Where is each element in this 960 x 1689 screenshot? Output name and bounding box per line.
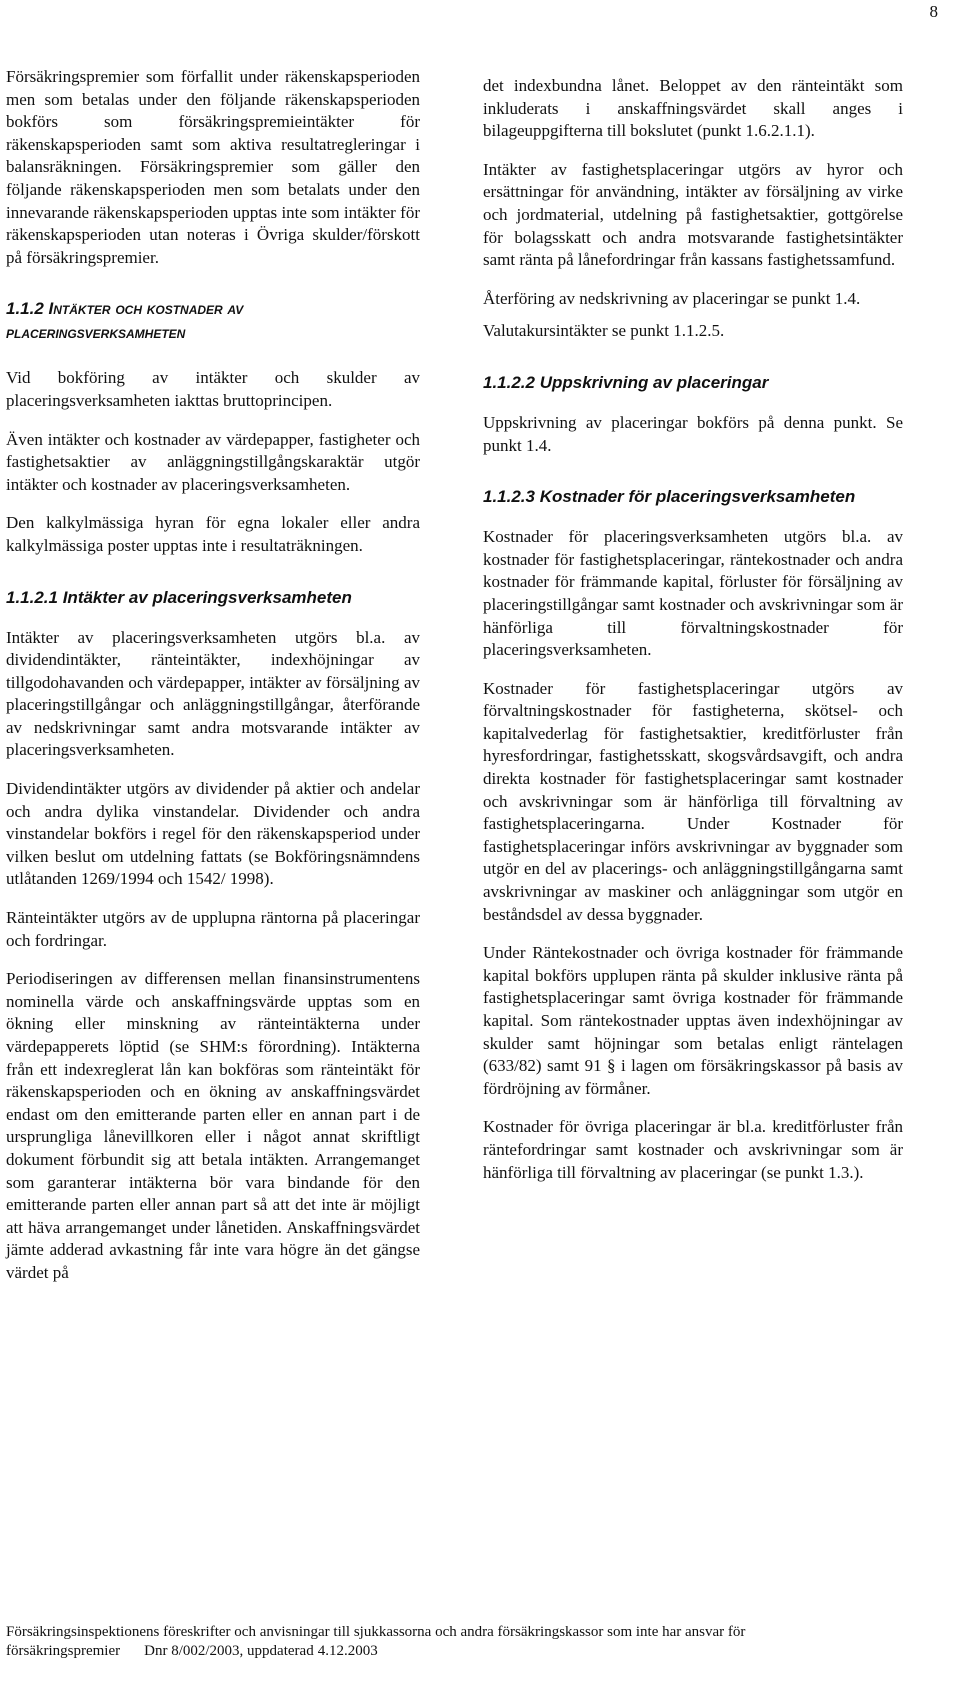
paragraph-ranteintakter: Ränteintäkter utgörs av de upplupna räntorna på placeringar och fordringar. <box>6 908 420 950</box>
paragraph-fastighetsintakter: Intäkter av fastighetsplaceringar utgörs av hyror och ersättningar för användning, intäkter av försäljning av virke och jordmaterial, utdelning på fastighetsaktier, gottgörelse för bolagsskatt och andra motsvarande fastighetsintäkter samt ränta på lånefordringar från kassans fastighetssamfund. <box>483 159 903 270</box>
subsection-heading-1-1-2-3: 1.1.2.3 Kostnader för placeringsverksamheten <box>483 487 856 507</box>
paragraph-rantekostnader: Under Räntekostnader och övriga kostnader för främmande kapital bokförs upplupen ränta på skulder inklusive ränta på fastighetsplaceringar samt övriga kostnader för främmande kapital. Som räntekostnader upptas även indexhöjningar av skulder samt höjningar som betalas enligt räntelagen (633/82) samt 91 § i lagen om försäkringskassor på basis av fördröjning av förmåner. <box>483 943 903 1098</box>
page-footer <box>6 1623 936 1661</box>
section-heading-1-1-2 <box>6 297 420 345</box>
paragraph-premier-intro: Försäkringspremier som förfallit under räkenskapsperioden men som betalas under den följande räkenskapsperioden bokförs som försäkringspremieintäkter för räkenskapsperioden samt som aktiva resultatregleringar i balansräkningen. Försäkringspremier som gäller den följande räkenskapsperioden men som betalats under den innevarande räkenskapsperioden upptas inte som intäkter för räkenskapsperioden utan noteras i Övriga skulder/förskott på försäkringspremier. <box>6 67 420 267</box>
paragraph-continuation: det indexbundna lånet. Beloppet av den ränteintäkt som inkluderats i anskaffningsvärdet skall anges i bilageuppgifterna till bokslutet (punkt 1.6.2.1.1). <box>483 76 903 141</box>
paragraph-periodisering: Periodiseringen av differensen mellan finansinstrumentens nominella värde och anskaffningsvärde upptas som en ökning eller minskning av ränteintäkterna under värdepapperets löptid (se SHM:s förordning). Intäkterna från ett indexreglerat lån kan bokföras som ränteintäkt för räkenskapsperioden och en ökning av anskaffningsvärdet endast om den emitterande parten eller en annan part i de ursprungliga lånevillkoren eller i något annat skriftligt dokument förbundit sig att betala intäkten. Arrangemanget som garanterar intäkterna bör vara bindande för den emitterande parten eller annan part så att det inte är möjligt att häva arrangemanget under lånetiden. Anskaffningsvärdet jämte adderad avkastning får inte vara högre än det gängse värdet på <box>6 969 420 1282</box>
footer-dnr: Dnr 8/002/2003, uppdaterad <box>144 1643 314 1659</box>
footer-line-1: Försäkringsinspektionens föreskrifter och anvisningar till sjukkassorna och andra försäkringskassor som inte har ansvar för <box>6 1624 746 1640</box>
subsection-heading-1-1-2-2: 1.1.2.2 Uppskrivning av placeringar <box>483 372 769 392</box>
subsection-heading-1-1-2-1: 1.1.2.1 Intäkter av placeringsverksamheten <box>6 587 352 607</box>
footer-line-2 <box>6 1642 936 1661</box>
paragraph-kalkylmassig-hyra: Den kalkylmässiga hyran för egna lokaler eller andra kalkylmässiga poster upptas inte i resultaträkningen. <box>6 513 420 555</box>
paragraph-ovriga-placeringar: Kostnader för övriga placeringar är bl.a. kreditförluster från räntefordringar samt kostnader och avskrivningar som är hänförliga till förvaltning av placeringar (se punkt 1.3.). <box>483 1117 903 1182</box>
paragraph-dividend: Dividendintäkter utgörs av dividender på aktier och andelar och andra dylika vinstandelar. Dividender och andra vinstandelar bokförs i regel för den räkenskapsperiod under vilken beslut om utdelning fattats (se Bokföringsnämndens utlåtanden 1269/1994 och 1542/ 1998). <box>6 779 420 889</box>
paragraph-kostnader: Kostnader för placeringsverksamheten utgörs bl.a. av kostnader för fastighetsplaceringar, räntekostnader och andra kostnader för främmande kapital, förluster för försäljning av placeringstillgångar samt kostnader och avskrivningar som är hänförliga till förvaltningskostnader för placeringsverksamheten. <box>483 527 903 660</box>
page-number: 8 <box>929 2 938 21</box>
paragraph-valuta: Valutakursintäkter se punkt 1.1.2.5. <box>483 321 725 341</box>
right-column <box>483 75 903 1200</box>
paragraph-fastighetskostnader: Kostnader för fastighetsplaceringar utgörs av förvaltningskostnader för fastigheterna, skötsel- och kapitalvederlag för fastighetsaktier, kreditförluster från hyresfordringar, fastighetsskatt, skogsvårdsavgift, och andra direkta kostnader för fastighetsplaceringar samt kostnader och avskrivningar som är hänförliga till förvaltning av fastighetsplaceringarna. Under Kostnader för fastighetsplaceringar införs avskrivningar av byggnader som utgör en del av placerings- och anläggningstillgångarna samt avskrivningar av maskiner och anläggningar som utgör en beståndsdel av dessa byggnader. <box>483 678 903 924</box>
left-column <box>6 66 420 1301</box>
paragraph-bruttoprincip: Vid bokföring av intäkter och skulder av placeringsverksamheten iakttas bruttoprincipen. <box>6 368 420 410</box>
footer-premier: försäkringspremier <box>6 1643 121 1659</box>
paragraph-uppskrivning: Uppskrivning av placeringar bokförs på denna punkt. Se punkt 1.4. <box>483 412 903 455</box>
paragraph-intakter: Intäkter av placeringsverksamheten utgörs bl.a. av dividendintäkter, ränteintäkter, indexhöjningar av tillgodohavanden och värdepapper, intäkter av försäljning av placeringstillgångar och anläggningstillgångar, återförande av nedskrivningar samt andra motsvarande intäkter av placeringsverksamheten. <box>6 627 420 760</box>
section-title: Intäkter och kostnader av placeringsverksamheten <box>6 299 244 343</box>
section-number: 1.1.2 <box>6 299 44 319</box>
footer-date: 4.12.2003 <box>317 1643 378 1659</box>
paragraph-vardepapper: Även intäkter och kostnader av värdepapper, fastigheter och fastighetsaktier av anläggningstillgångskaraktär utgör intäkter och kostnader av placeringsverksamheten. <box>6 429 420 494</box>
paragraph-aterforing: Återföring av nedskrivning av placeringar se punkt 1.4. <box>483 288 861 308</box>
